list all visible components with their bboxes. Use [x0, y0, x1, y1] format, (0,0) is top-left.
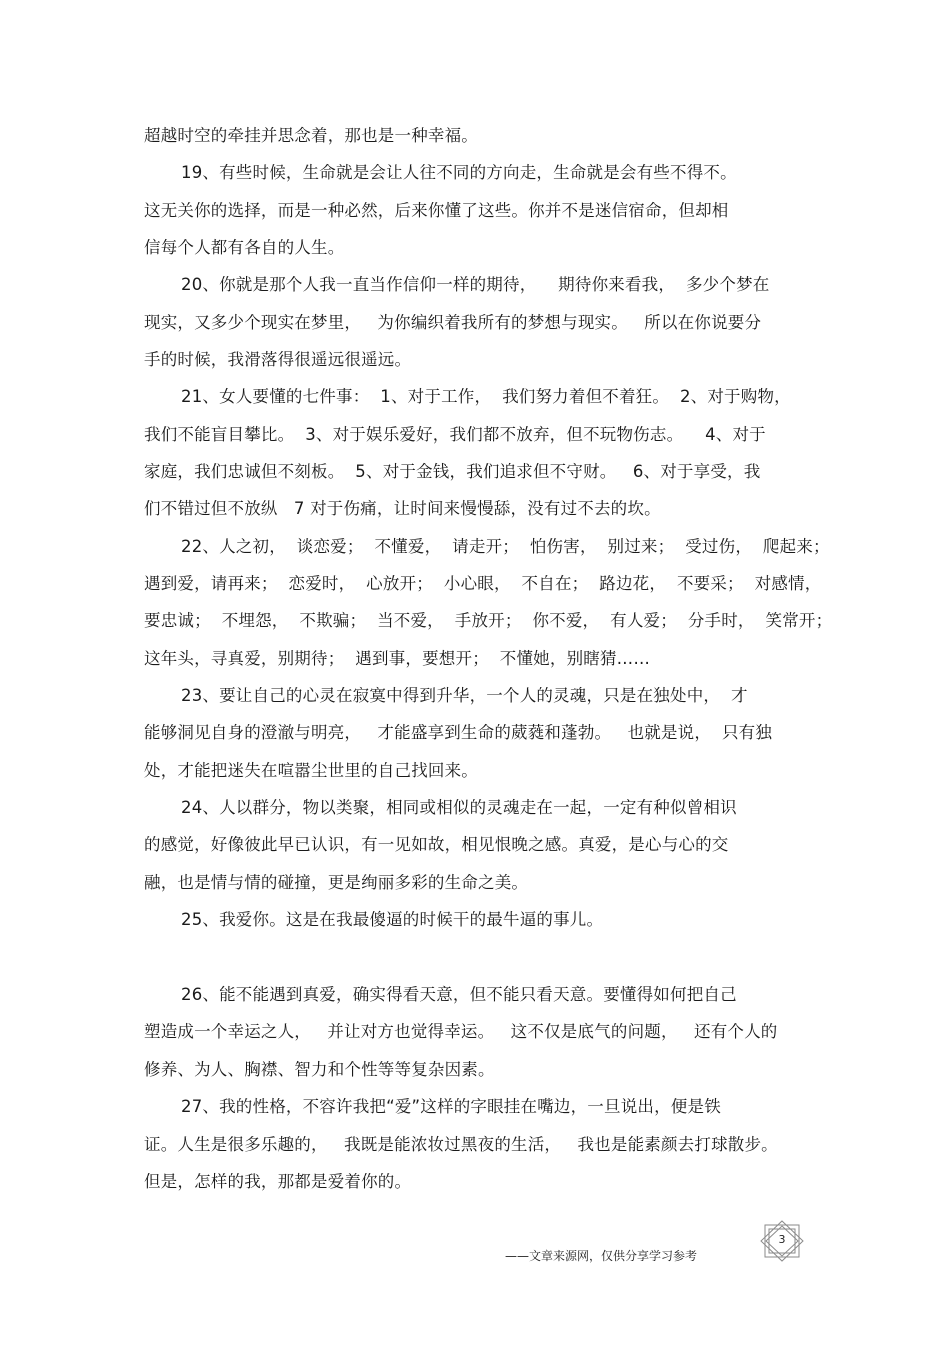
text-line: 遇到爱，请再来； 恋爱时， 心放开； 小心眼， 不自在； 路边花， 不要采； 对感情， — [144, 574, 822, 593]
text-line: 处，才能把迷失在喧嚣尘世里的自己找回来。 — [144, 761, 478, 780]
text-line: 19、有些时候，生命就是会让人往不同的方向走，生命就是会有些不得不。 — [181, 163, 737, 182]
text-line: 的感觉，好像彼此早已认识，有一见如故，相见恨晚之感。真爱，是心与心的交 — [144, 835, 729, 854]
text-line: 22、人之初， 谈恋爱； 不懂爱， 请走开； 怕伤害， 别过来； 受过伤， 爬起来； — [181, 537, 830, 556]
text-line: 证。人生是很多乐趣的， 我既是能浓妆过黑夜的生活， 我也是能素颜去打球散步。 — [144, 1135, 778, 1154]
text-line: 24、人以群分，物以类聚，相同或相似的灵魂走在一起，一定有种似曾相识 — [181, 798, 737, 817]
page-number-badge — [757, 1220, 807, 1262]
text-line: 我们不能盲目攀比。 3、对于娱乐爱好，我们都不放弃，但不玩物伤志。 4、对于 — [144, 425, 766, 444]
text-line: 家庭，我们忠诚但不刻板。 5、对于金钱，我们追求但不守财。 6、对于享受，我 — [144, 462, 761, 481]
text-line: 融，也是情与情的碰撞，更是绚丽多彩的生命之美。 — [144, 873, 529, 892]
text-line: 现实，又多少个现实在梦里， 为你编织着我所有的梦想与现实。 所以在你说要分 — [144, 313, 762, 332]
text-line: 25、我爱你。这是在我最傻逼的时候干的最牛逼的事儿。 — [181, 910, 604, 929]
text-line: 这年头，寻真爱，别期待； 遇到事，要想开； 不懂她，别瞎猜…… — [144, 649, 651, 668]
text-line: 这无关你的选择，而是一种必然，后来你懂了这些。你并不是迷信宿命，但却相 — [144, 201, 729, 220]
text-line: 21、女人要懂的七件事： 1、对于工作， 我们努力着但不着狂。 2、对于购物， — [181, 387, 791, 406]
text-line: 要忠诚； 不埋怨， 不欺骗； 当不爱， 手放开； 你不爱， 有人爱； 分手时， 笑常开； — [144, 611, 833, 630]
page-number: 3 — [778, 1233, 786, 1246]
text-line: 27、我的性格，不容许我把“爱”这样的字眼挂在嘴边，一旦说出，便是铁 — [181, 1097, 721, 1116]
footer-source-text: ——文章来源网，仅供分享学习参考 — [505, 1249, 698, 1263]
text-line: 26、能不能遇到真爱，确实得看天意，但不能只看天意。要懂得如何把自己 — [181, 985, 737, 1004]
text-line: 信每个人都有各自的人生。 — [144, 238, 345, 257]
text-line: 但是，怎样的我，那都是爱着你的。 — [144, 1172, 412, 1191]
text-line: 超越时空的牵挂并思念着，那也是一种幸福。 — [144, 126, 478, 145]
text-line: 23、要让自己的心灵在寂寞中得到升华，一个人的灵魂，只是在独处中， 才 — [181, 686, 748, 705]
text-line: 能够洞见自身的澄澈与明亮， 才能盛享到生命的葳蕤和蓬勃。 也就是说， 只有独 — [144, 723, 773, 742]
text-line: 修养、为人、胸襟、智力和个性等等复杂因素。 — [144, 1060, 495, 1079]
text-line: 手的时候，我滑落得很遥远很遥远。 — [144, 350, 412, 369]
text-line: 们不错过但不放纵 7 对于伤痛，让时间来慢慢舔，没有过不去的坎。 — [144, 499, 661, 518]
text-line: 20、你就是那个人我一直当作信仰一样的期待， 期待你来看我， 多少个梦在 — [181, 275, 770, 294]
text-line: 塑造成一个幸运之人， 并让对方也觉得幸运。 这不仅是底气的问题， 还有个人的 — [144, 1022, 778, 1041]
